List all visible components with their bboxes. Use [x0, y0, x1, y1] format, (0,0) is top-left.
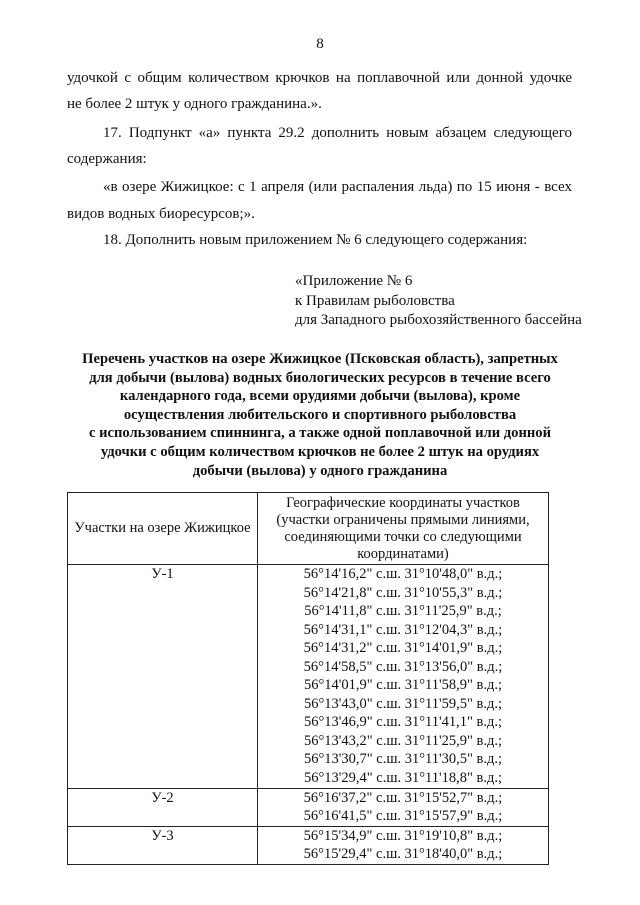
header-coordinates: Географические координаты участков (участки ограничены прямыми линиями, соединяющими точки со следующими координатами): [258, 493, 549, 565]
table-header-row: [68, 493, 549, 565]
coordinate-point: 56°16'37,2" с.ш. 31°15'52,7" в.д.;: [303, 789, 503, 806]
coordinate-point: 56°14'31,1" с.ш. 31°12'04,3" в.д.;: [303, 621, 503, 638]
table-row-u2: [68, 788, 549, 826]
list-title: [60, 350, 580, 480]
title-line: осуществления любительского и спортивного рыболовства: [123, 406, 517, 423]
page-number: 8: [316, 36, 324, 52]
title-line: удочки с общим количеством крючков не более 2 штук на орудиях: [100, 443, 540, 460]
coordinate-point: 56°14'31,2" с.ш. 31°14'01,9" в.д.;: [303, 640, 503, 657]
paragraph-line: «в озере Жижицкое: с 1 апреля (или распаления льда) по 15 июня - всех: [103, 179, 572, 195]
paragraph-line: видов водных биоресурсов;».: [67, 206, 255, 222]
coordinates-cell: [258, 788, 549, 826]
coordinate-point: 56°16'41,5" с.ш. 31°15'57,9" в.д.;: [303, 808, 503, 825]
coordinate-point: 56°13'29,4" с.ш. 31°11'18,8" в.д.;: [303, 770, 503, 787]
coordinate-point: 56°13'30,7" с.ш. 31°11'30,5" в.д.;: [303, 751, 503, 768]
section-name: У-3: [68, 826, 258, 864]
coordinate-point: 56°14'11,8" с.ш. 31°11'25,9" в.д.;: [304, 603, 502, 620]
coordinate-point: 56°13'43,0" с.ш. 31°11'59,5" в.д.;: [303, 695, 503, 712]
section-name: У-2: [68, 788, 258, 826]
coordinate-point: 56°14'01,9" с.ш. 31°11'58,9" в.д.;: [303, 677, 503, 694]
coordinates-cell: [258, 565, 549, 789]
table-row-u3: [68, 826, 549, 864]
paragraph-line: 18. Дополнить новым приложением № 6 следующего содержания:: [103, 232, 528, 248]
coordinates-cell: [258, 826, 549, 864]
appendix-line: к Правилам рыболовства: [295, 292, 455, 309]
paragraph-line: не более 2 штук у одного гражданина.».: [67, 96, 322, 112]
header-sections: Участки на озере Жижицкое: [68, 493, 258, 565]
title-line: с использованием спиннинга, а также одной поплавочной или донной: [88, 425, 552, 442]
appendix-line: для Западного рыбохозяйственного бассейна: [295, 312, 582, 328]
title-line: добычи (вылова) у одного гражданина: [192, 462, 448, 479]
coordinate-point: 56°14'16,2" с.ш. 31°10'48,0" в.д.;: [303, 566, 503, 582]
title-line: Перечень участков на озере Жижицкое (Псковская область), запретных: [82, 351, 558, 367]
section-name: У-1: [68, 565, 258, 789]
paragraph-line: содержания:: [67, 151, 147, 167]
coordinate-point: 56°13'46,9" с.ш. 31°11'41,1" в.д.;: [303, 714, 503, 731]
appendix-line: «Приложение № 6: [295, 273, 413, 289]
appendix-header: [295, 272, 582, 331]
title-line: для добычи (вылова) водных биологических ресурсов в течение всего: [89, 369, 551, 386]
coordinate-point: 56°14'58,5" с.ш. 31°13'56,0" в.д.;: [303, 658, 503, 675]
coordinate-point: 56°14'21,8" с.ш. 31°10'55,3" в.д.;: [303, 584, 503, 601]
paragraph-line: 17. Подпункт «а» пункта 29.2 дополнить новым абзацем следующего: [103, 125, 572, 141]
coordinate-point: 56°15'34,9" с.ш. 31°19'10,8" в.д.;: [303, 827, 503, 844]
table-row-u1: [68, 565, 549, 789]
paragraph-line: удочкой с общим количеством крючков на поплавочной или донной удочке: [67, 70, 572, 86]
coordinates-table: [67, 492, 549, 865]
coordinate-point: 56°15'29,4" с.ш. 31°18'40,0" в.д.;: [303, 846, 503, 863]
title-line: календарного года, всеми орудиями добычи (вылова), кроме: [119, 388, 521, 405]
coordinate-point: 56°13'43,2" с.ш. 31°11'25,9" в.д.;: [303, 732, 503, 749]
